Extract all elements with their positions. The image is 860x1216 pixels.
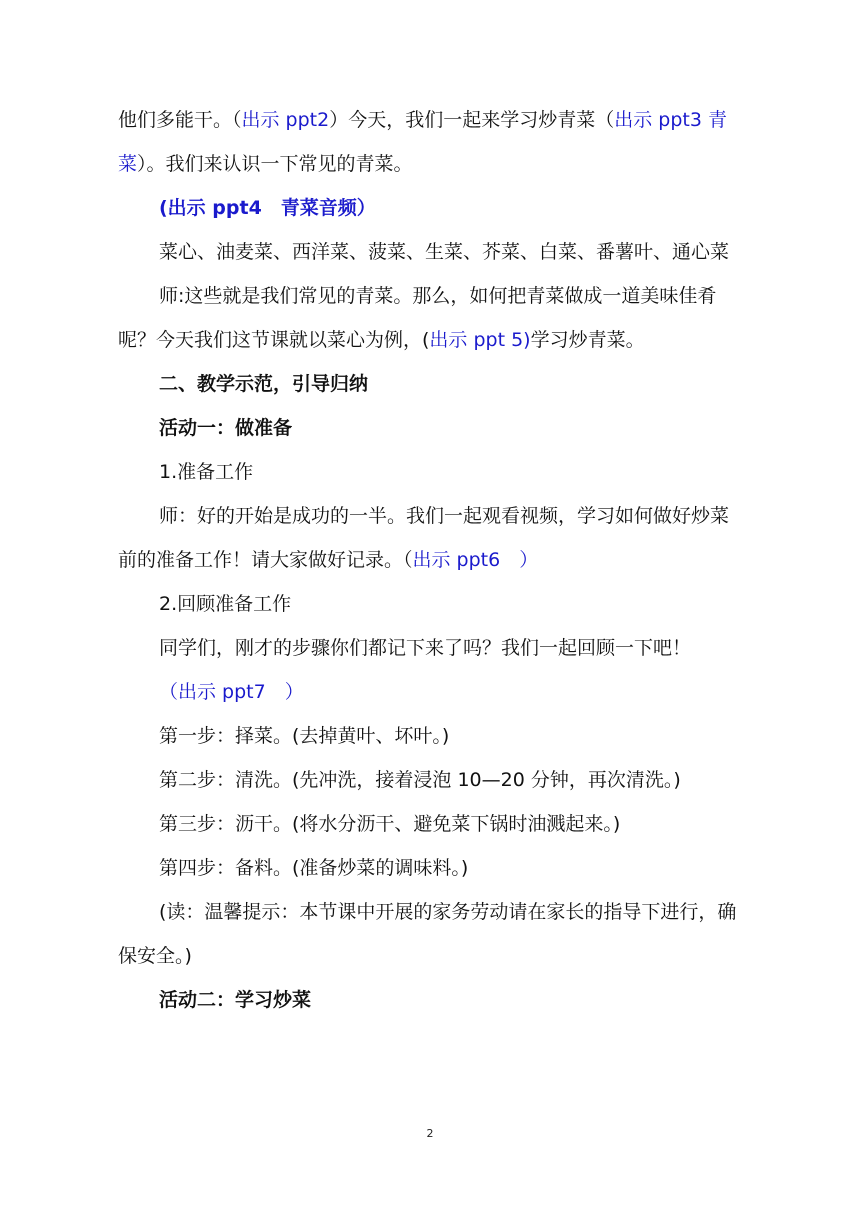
text-run: 学习炒青菜。 [530,329,645,351]
ppt-reference: 出示 ppt6 ） [412,549,539,571]
ppt-reference: 出示 ppt2 [241,109,330,131]
activity-heading [118,406,744,450]
paragraph-vegetable-list [118,230,744,274]
ppt-reference: （出示 ppt7 ） [159,681,304,703]
step-item [118,758,744,802]
subheading [118,450,744,494]
text-run: 同学们，刚才的步骤你们都记下来了吗？我们一起回顾一下吧！ [159,637,692,659]
safety-tip [118,890,744,978]
text-run: 菜心、油麦菜、西洋菜、菠菜、生菜、芥菜、白菜、番薯叶、通心菜 [159,241,730,263]
section-heading [118,362,744,406]
text-run: 活动二：学习炒菜 [159,989,312,1011]
ppt-reference: 出示 ppt3 青菜 [118,109,727,175]
text-run: 师:这些就是我们常见的青菜。那么，如何把青菜做成一道美味佳肴呢？今天我们这节课就以菜心为例，( [118,285,717,351]
paragraph-intro [118,98,744,186]
paragraph-ppt7 [118,670,744,714]
text-run: 2.回顾准备工作 [159,593,292,615]
text-run: 他们多能干。（ [118,109,242,131]
paragraph-ppt4 [118,186,744,230]
text-run: 二、教学示范，引导归纳 [159,373,369,395]
step-item [118,846,744,890]
ppt-reference: 出示 ppt 5) [429,329,531,351]
text-run: 第二步：清洗。(先冲洗，接着浸泡 10—20 分钟，再次清洗。) [159,769,681,791]
text-run: 第四步：备料。(准备炒菜的调味料。) [159,857,469,879]
text-run: ）今天，我们一起来学习炒青菜（ [329,109,615,131]
paragraph-review [118,626,744,670]
text-run: (读：温馨提示：本节课中开展的家务劳动请在家长的指导下进行，确保安全。) [118,901,737,967]
step-item [118,714,744,758]
page-number: 2 [426,1127,434,1140]
text-run: 第一步：择菜。(去掉黄叶、坏叶。) [159,725,450,747]
subheading [118,582,744,626]
activity-heading [118,978,744,1022]
text-run: 第三步：沥干。(将水分沥干、避免菜下锅时油溅起来。) [159,813,621,835]
text-run: ）。我们来认识一下常见的青菜。 [137,153,413,175]
paragraph-teacher-intro [118,274,744,362]
text-run: 师：好的开始是成功的一半。我们一起观看视频，学习如何做好炒菜前的准备工作！请大家做好记录。（ [118,505,730,571]
ppt-reference: (出示 ppt4 青菜音频） [159,197,376,219]
page-body [118,98,744,1022]
paragraph-teacher-video [118,494,744,582]
step-item [118,802,744,846]
text-run: 1.准备工作 [159,461,254,483]
text-run: 活动一：做准备 [159,417,293,439]
